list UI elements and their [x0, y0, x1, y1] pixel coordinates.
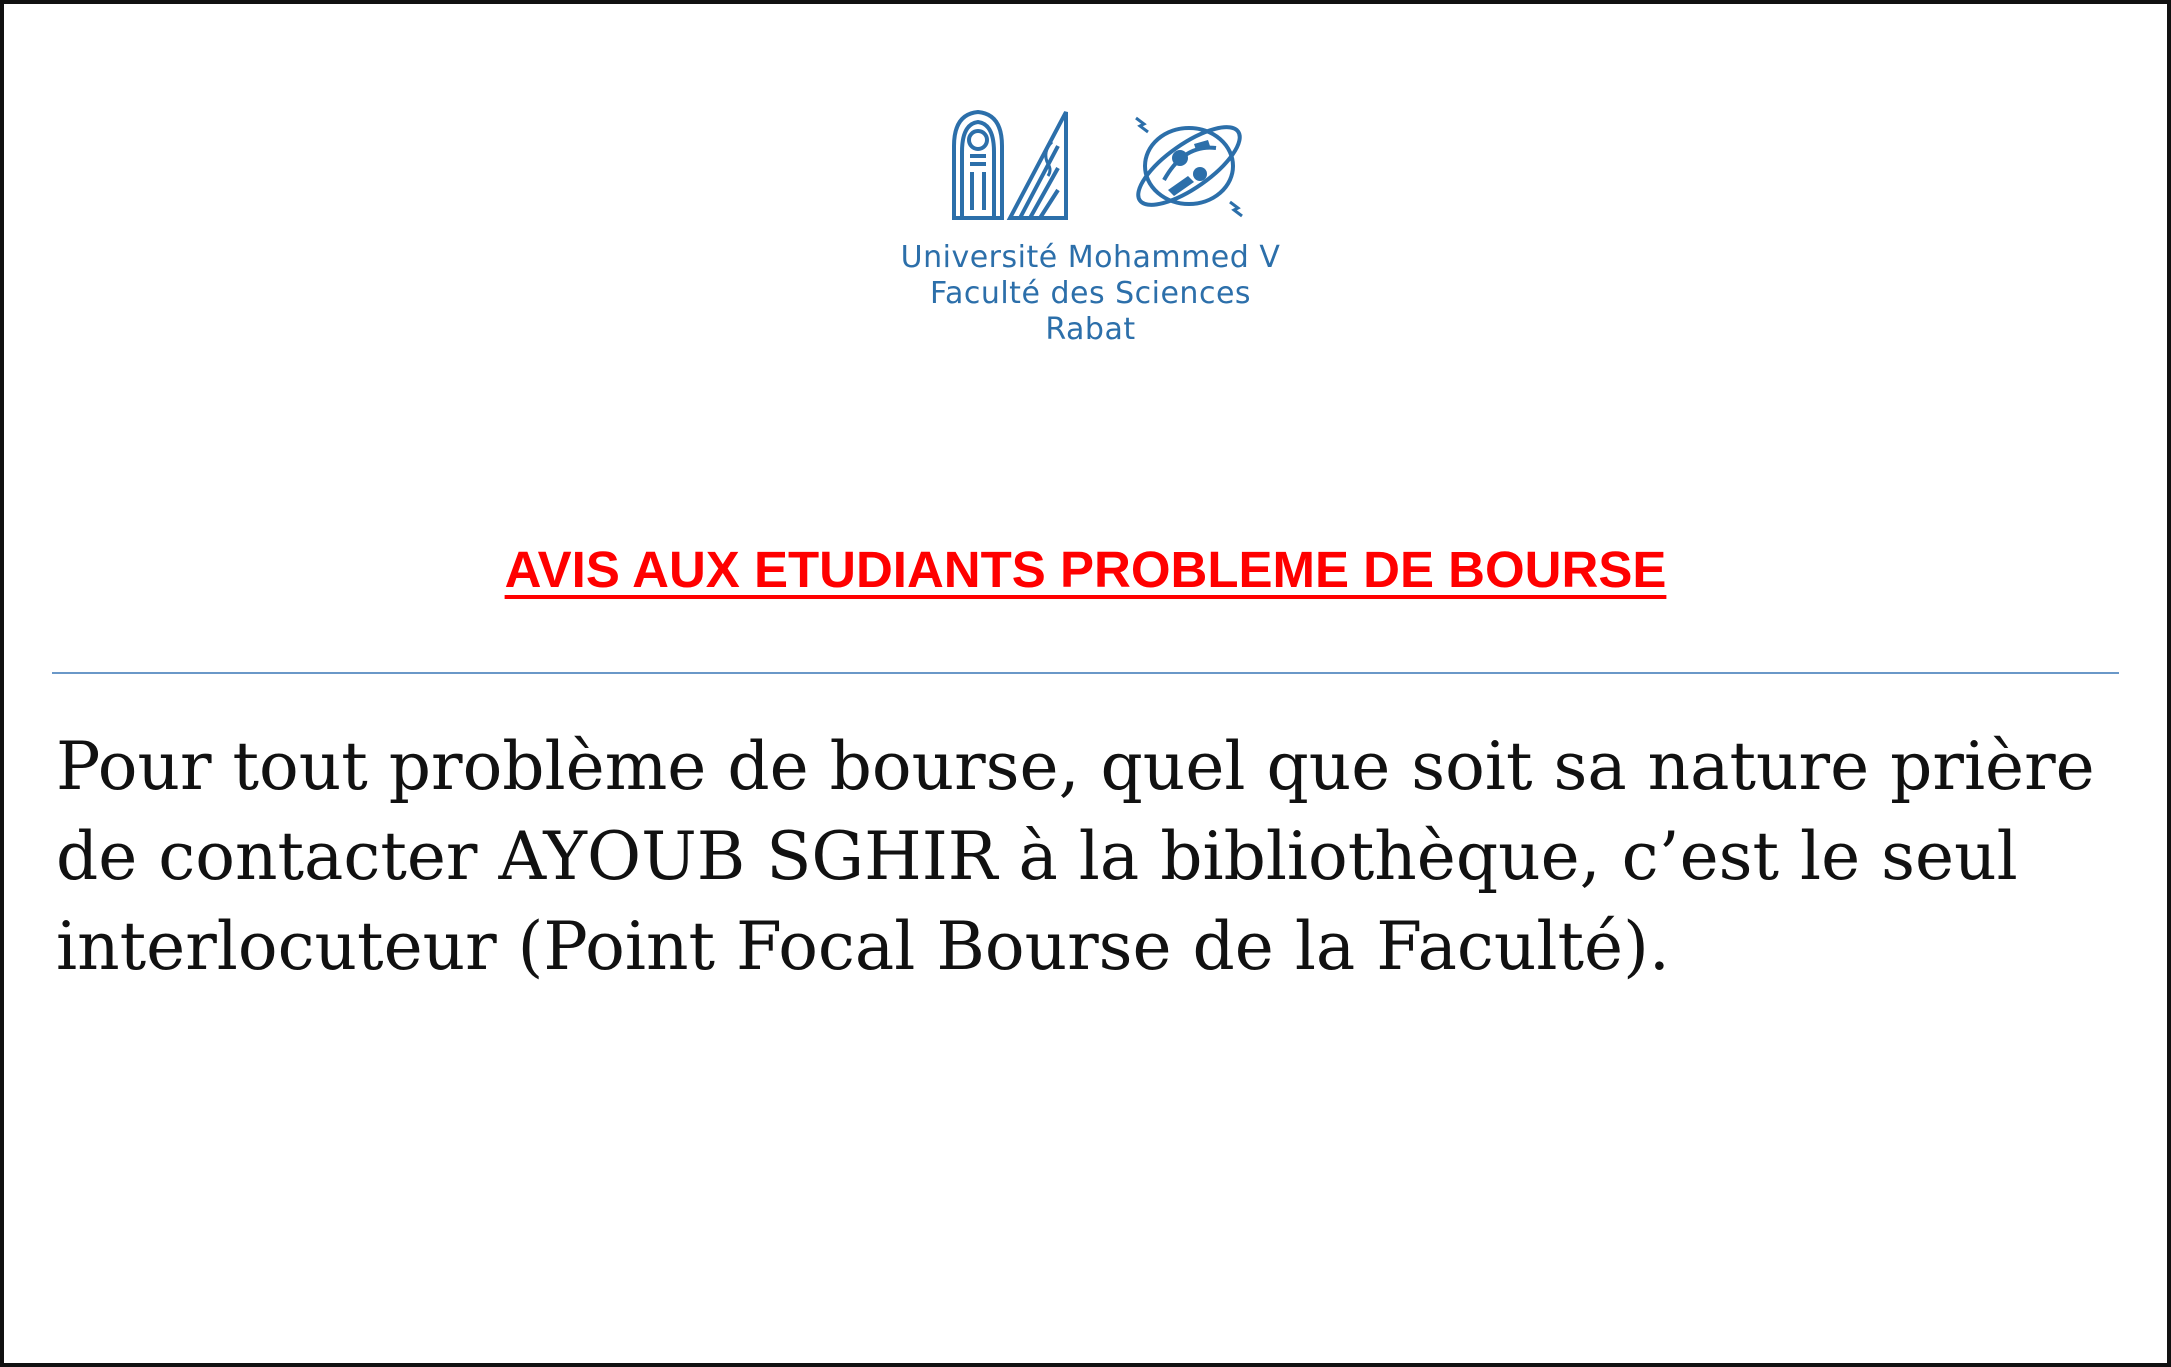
logo-line-city: Rabat	[1045, 312, 1136, 347]
notice-title: AVIS AUX ETUDIANTS PROBLEME DE BOURSE	[504, 541, 1667, 598]
university-logo	[4, 104, 2167, 348]
logo-line-university: Université Mohammed V	[900, 240, 1281, 275]
logo-text	[14, 240, 2167, 348]
notice-body	[56, 722, 2136, 992]
logo-line-faculty: Faculté des Sciences	[929, 276, 1252, 311]
university-emblem-icon	[948, 106, 1072, 222]
notice-body-line: interlocuteur (Point Focal Bourse de la Faculté).	[56, 908, 1670, 985]
faculty-atom-icon	[1124, 104, 1254, 224]
logo-icons-row	[34, 104, 2167, 224]
notice-body-line: de contacter AYOUB SGHIR à la bibliothèque, c’est le seul	[56, 818, 2018, 895]
divider-line	[52, 672, 2119, 674]
notice-body-line: Pour tout problème de bourse, quel que soit sa nature prière	[56, 728, 2095, 805]
